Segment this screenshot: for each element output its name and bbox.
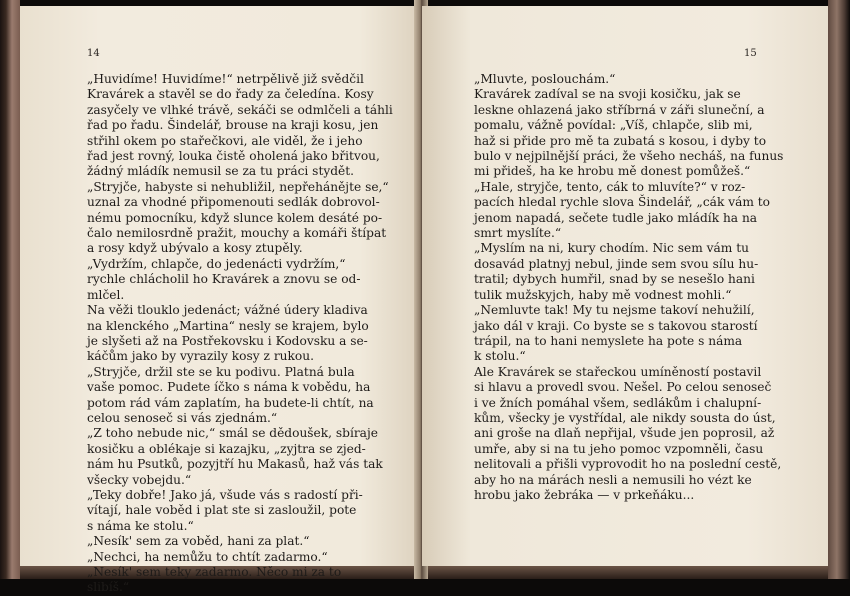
- text-line: „Stryjče, držil ste se ku podivu. Platná bula: [87, 364, 355, 379]
- text-line: celou senoseč si vás zjednám.“: [87, 410, 278, 425]
- text-line: „Vydržím, chlapče, do jedenácti vydržím,“: [87, 256, 346, 271]
- text-line: „Teky dobře! Jako já, všude vás s radostí při-: [87, 487, 363, 502]
- text-line: kosičku a oblékaje si kazajku, „zyjtra se zjed-: [87, 441, 366, 456]
- right-page: [422, 6, 828, 566]
- page-number: 15: [744, 48, 757, 59]
- text-line: dosavád platnyj nebul, jinde sem svou sílu hu-: [474, 256, 759, 271]
- text-line: jenom napadá, sečete tudle jako mládík ha na: [474, 210, 758, 225]
- text-line: aby ho na márách nesli a nemusili ho vézt ke: [474, 472, 752, 487]
- text-line: „Nesík' sem za voběd, hani za plat.“: [87, 534, 310, 549]
- text-line: jako dál v kraji. Co byste se s takovou starostí: [474, 318, 758, 333]
- text-line: střihl okem po stařečkovi, ale viděl, že i jeho: [87, 133, 363, 148]
- text-line: vaše pomoc. Pudete íčko s náma k vobědu, ha: [87, 380, 371, 395]
- text-line: „Nesík' sem teky zadarmo. Něco mi za to: [87, 565, 342, 579]
- text-line: „Nemluvte tak! My tu nejsme takoví nehužilí,: [474, 303, 755, 318]
- page-text: [87, 72, 399, 596]
- text-line: „Stryjče, habyste si nehubližil, nepřehánějte se,“: [87, 179, 389, 194]
- text-line: ani groše na dlaň nepřijal, všude jen poprosil, až: [474, 426, 775, 441]
- text-line: potom rád vám zaplatím, ha budete-li chtít, na: [87, 395, 374, 410]
- text-line: pomalu, vážně povídal: „Víš, chlapče, slib mi,: [474, 118, 753, 133]
- text-line: haž si přide pro mě ta zubatá s kosou, i dyby to: [474, 133, 767, 148]
- text-line: umře, aby si na tu jeho pomoc vzpomněli, času: [474, 441, 764, 456]
- text-line: Ale Kravárek se stařeckou umíněností postavil: [474, 364, 762, 379]
- text-line: k stolu.“: [474, 349, 526, 364]
- text-line: Kravárek a stavěl se do řady za čeledína. Kosy: [87, 87, 374, 102]
- text-line: „Z toho nebude nic,“ smál se dědoušek, sbíraje: [87, 426, 378, 441]
- text-line: žádný mládík nemusil se za tu práci stydět.: [87, 164, 355, 179]
- text-line: nelitovali a přišli vyprovodit ho na poslední cestě,: [474, 457, 782, 472]
- text-line: a rosy když ubývalo a kosy ztupěly.: [87, 241, 303, 256]
- text-line: rychle chlácholil ho Kravárek a znovu se od-: [87, 272, 361, 287]
- text-line: všecky vobejdu.“: [87, 472, 192, 487]
- page-text: [474, 72, 808, 503]
- text-line: hrobu jako žebráka — v prkeňáku...: [474, 487, 695, 502]
- text-line: „Nechci, ha nemůžu to chtít zadarmo.“: [87, 549, 328, 564]
- book-cover-edge-left: [0, 0, 20, 579]
- text-line: „Hale, stryjče, tento, cák to mluvíte?“ v roz-: [474, 179, 746, 194]
- book-cover-edge-right: [828, 0, 850, 579]
- text-line: vítají, hale voběd i plat ste si zasloužil, pote: [87, 503, 357, 518]
- text-line: smrt myslíte.“: [474, 226, 562, 241]
- text-line: řad jest rovný, louka čistě oholená jako břitvou,: [87, 149, 380, 164]
- text-line: čalo nemilosrdně pražit, mouchy a komáři štípat: [87, 226, 387, 241]
- text-line: zasyčely ve vlhké trávě, sekáči se odmlčeli a táhli: [87, 102, 393, 117]
- text-line: na klenckého „Martina“ nesly se krajem, bylo: [87, 318, 369, 333]
- page-number: 14: [87, 48, 100, 59]
- text-line: Kravárek zadíval se na svoji kosičku, jak se: [474, 87, 741, 102]
- text-line: s náma ke stolu.“: [87, 518, 194, 533]
- text-line: nám hu Psutků, pozyjtří hu Makasů, haž vás tak: [87, 457, 383, 472]
- text-line: „Huvidíme! Huvidíme!“ netrpělivě již svědčil: [87, 72, 364, 86]
- text-line: nému pomocníku, když slunce kolem desáté po-: [87, 210, 383, 225]
- text-line: mlčel.: [87, 287, 125, 302]
- text-line: tulik mužskyjch, haby mě vodnest mohli.“: [474, 287, 732, 302]
- text-line: bulo v nejpilnější práci, že všeho necháš, na funus: [474, 149, 784, 164]
- text-line: i ve žních pomáhal všem, sedlákům i chalupní-: [474, 395, 762, 410]
- text-line: řad po řadu. Šindelář, brouse na kraji kosu, jen: [87, 118, 379, 133]
- text-line: leskne ohlazená jako stříbrná v záři sluneční, a: [474, 102, 765, 117]
- text-line: „Myslím na ni, kury chodím. Nic sem vám tu: [474, 241, 749, 256]
- text-line: tratil; dybych humřil, snad by se nesešlo hani: [474, 272, 755, 287]
- text-line: si hlavu a provedl svou. Nešel. Po celou senoseč: [474, 380, 772, 395]
- text-line: pacích hledal rychle slova Šindelář, „cák vám to: [474, 195, 771, 210]
- text-line: je slyšeti až na Postřekovsku i Kodovsku a se-: [87, 333, 368, 348]
- text-line: uznal za vhodné připomenouti sedlák dobrovol-: [87, 195, 380, 210]
- left-page: [20, 6, 419, 595]
- text-line: slibíš.“: [87, 580, 130, 595]
- text-line: „Mluvte, poslouchám.“: [474, 72, 616, 86]
- text-line: kům, všecky je vystřídal, ale nikdy sousta do úst,: [474, 410, 776, 425]
- text-line: Na věži tlouklo jedenáct; vážné údery kladiva: [87, 303, 368, 318]
- text-line: trápil, na to hani nemyslete ha pote s náma: [474, 333, 743, 348]
- text-line: mi přideš, ha ke hrobu mě donest pomůžeš.“: [474, 164, 751, 179]
- text-line: káčům jako by vyrazily kosy z rukou.: [87, 349, 314, 364]
